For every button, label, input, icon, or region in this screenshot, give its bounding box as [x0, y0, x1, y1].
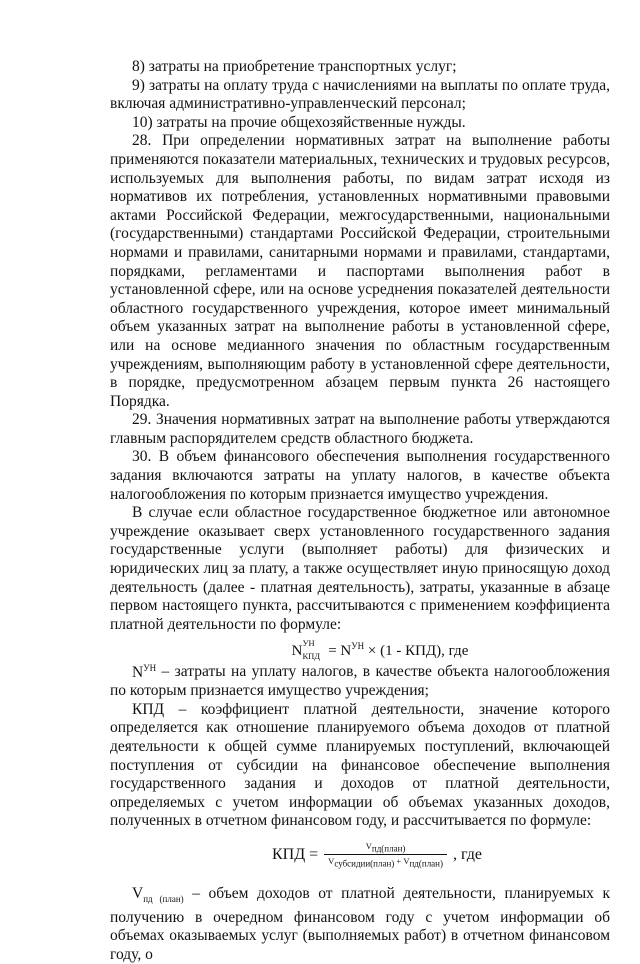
den-sub-2: пд(план): [409, 859, 443, 870]
item-10: 10) затраты на прочие общехозяйственные нужды.: [132, 113, 466, 131]
formula-nun-kpd: [150, 634, 610, 661]
fraction-denominator: [324, 855, 447, 870]
item-8: 8) затраты на приобретение транспортных услуг;: [132, 58, 457, 75]
num-sub: пд(план): [371, 843, 406, 854]
den-v: V: [328, 856, 335, 867]
vpd-definition-text: – объем доходов от платной деятельности, планируемых к получению в очередном финансовом году с учетом информации об объемах оказываемых услуг (выполняемых работ) в отчетном финансовом году, о: [110, 884, 610, 963]
item-9: 9) затраты на оплату труда с начислениями на выплаты по оплате труда, включая административно-управленческий персонал;: [110, 76, 610, 113]
clause-30: 30. В объем финансового обеспечения выполнения государственного задания включаются затраты на уплату налогов, в качестве объекта налогообложения по которым признается имущество учреждения.: [110, 448, 610, 503]
nun-symbol: [132, 664, 156, 681]
fraction-numerator: [360, 840, 412, 855]
formula-rest: × (1 - КПД), где: [364, 643, 469, 660]
formula-kpd: [272, 835, 610, 875]
formula-superscript-2: УН: [351, 641, 365, 652]
den-plus: + V: [394, 856, 410, 867]
vpd-sub: пд (план): [143, 894, 184, 904]
formula-subscript: КПД: [302, 650, 321, 661]
nun-sup: УН: [143, 662, 157, 673]
formula-indices: [302, 637, 324, 664]
clause-28: 28. При определении нормативных затрат на выполнение работы применяются показатели материальных, технических и трудовых ресурсов, используемых для выполнения работы, по видам затрат исходя из нормативов их потребления, установленных нормативными правовыми актами Российской Федерации, межгосударственными, национальными (государственными) стандартами Российской Федерации, строительными нормами и правилами, санитарными нормами и правилами, стандартами, порядками, регламентами и паспортами выполнения работ в установленной сфере, или на основе усреднения показателей деятельности областного государственного учреждения, которое имеет минимальный объем указанных затрат на выполнение работы в установленной сфере, или на основе медианного значения по областным государственным учреждениям, выполняющим работу в установленной сфере деятельности, в порядке, предусмотренном абзацем первым пункта 26 настоящего Порядка.: [110, 132, 610, 410]
formula-symbol-n: N: [291, 643, 303, 660]
document-page: [110, 58, 610, 964]
vpd-definition: [110, 885, 610, 964]
clause-30-paid-activity: В случае если областное государственное бюджетное или автономное учреждение оказывает сверх установленного государственного задания государственные услуги (выполняет работы) для физических и юридических лиц за плату, а также осуществляет иную приносящую доход деятельность (далее - платная деятельность), затраты, указанные в абзаце первом настоящего пункта, рассчитываются с применением коэффициента платной деятельности по формуле:: [110, 504, 610, 633]
formula-kpd-tail: , где: [453, 845, 483, 863]
formula-kpd-lhs: КПД =: [272, 845, 319, 863]
formula-fraction: [324, 840, 447, 870]
nun-definition-text: – затраты на уплату налогов, в качестве объекта налогообложения по которым признается имущество учреждения;: [110, 663, 610, 700]
nun-letter: N: [132, 663, 144, 681]
clause-29: 29. Значения нормативных затрат на выполнение работы утверждаются главным распорядителем средств областного бюджета.: [110, 411, 610, 447]
formula-superscript: УН: [302, 637, 315, 648]
vpd-letter: V: [132, 884, 144, 902]
formula-equals-n: = N: [324, 643, 352, 660]
den-sub: субсидии(план): [334, 859, 395, 870]
nun-definition: [110, 658, 610, 700]
kpd-definition: КПД – коэффициент платной деятельности, значение которого определяется как отношение планируемого объема доходов от платной деятельности к общей сумме планируемых поступлений, включающей поступления от субсидии на финансовое обеспечение выполнения государственного задания и доходов от платной деятельности, определяемых с учетом информации об объемах указанных доходов, полученных в отчетном финансовом году, и рассчитывается по формуле:: [110, 700, 610, 830]
num-v: V: [365, 840, 372, 851]
